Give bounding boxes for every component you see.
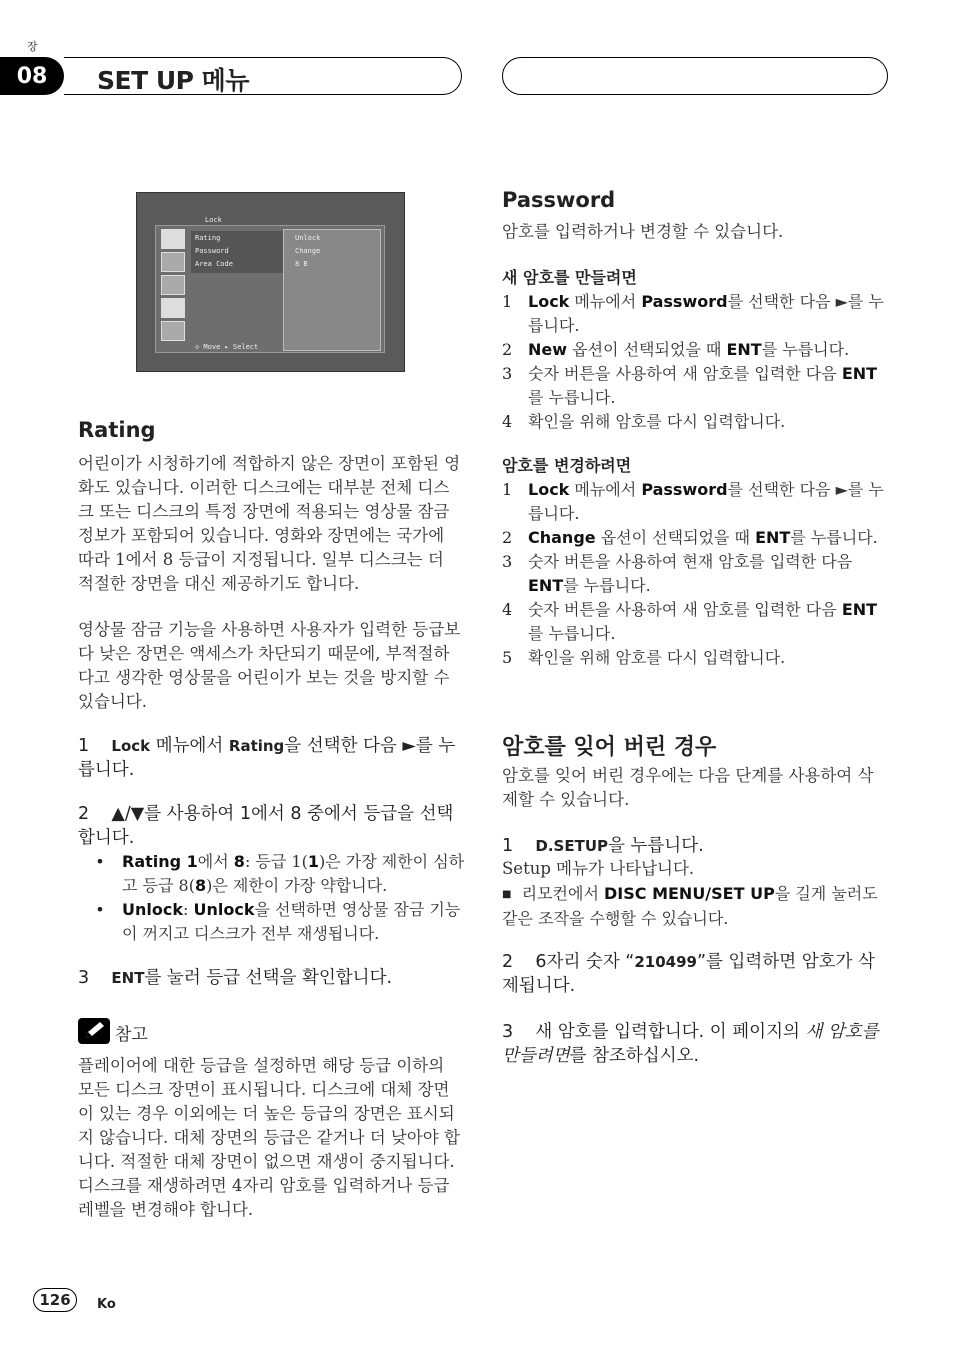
note-label: 참고 <box>115 1025 148 1045</box>
step-text <box>528 290 886 338</box>
screen-footer: ◇ Move ▸ Select <box>195 343 259 351</box>
step-text: ▲/▼를 사용하여 1에서 8 중에서 등급을 선택합니다. <box>78 804 454 848</box>
rating-bullets <box>78 850 468 946</box>
rating-para1: 어린이가 시청하기에 적합하지 않은 장면이 포함된 영화도 있습니다. 이러한 디스크에는 대부분 전체 디스크 또는 디스크의 특정 장면에 적용되는 영상물 잠금 정보가 포함되어 있습니다. 영화와 장면에는 국가에 따라 1에서 8 등급이 지정됩니다. 일부 디스크는 더 적절한 장면을 대신 제공하기도 합니다. <box>78 454 461 593</box>
step-text <box>528 550 886 598</box>
text: : <box>182 900 194 919</box>
bold-text: Password <box>641 292 728 311</box>
text: )은 가장 제한이 심하고 등급 8( <box>122 852 465 895</box>
rating-para2: 영상물 잠금 기능을 사용하면 사용자가 입력한 등급보다 낮은 장면은 액세스가 차단되기 때문에, 부적절하다고 생각한 영상물을 어린이가 보는 것을 방지할 수 있습니다. <box>78 620 461 711</box>
bold-text: Unlock <box>193 900 255 919</box>
numbered-step <box>502 550 886 598</box>
bold-text: Change <box>528 528 596 547</box>
step-number: 2 <box>502 340 513 359</box>
rating-step-2 <box>78 802 468 850</box>
step-number: 1 <box>502 836 514 856</box>
text: 를 누릅니다. <box>790 528 878 547</box>
numbered-step <box>502 646 886 670</box>
text: 를 누릅니다. <box>563 576 651 595</box>
screen-sub-unlock: Unlock <box>295 234 321 242</box>
bold-text: ENT <box>528 576 564 595</box>
bold-text: ENT <box>841 364 878 383</box>
step-text: 를 참조하십시오. <box>569 1046 700 1066</box>
step-text <box>528 526 886 550</box>
note-text: 플레이어에 대한 등급을 설정하면 해당 등급 이하의 모든 디스크 장면이 표시됩니다. 디스크에 대체 장면이 있는 경우 이외에는 더 높은 등급의 장면은 표시되지 않습니다. 대체 장면의 등급은 같거나 더 낮아야 합니다. 적절한 대체 장면이 없으면 재생이 중지됩니다. 디스크를 재생하려면 4자리 암호를 입력하거나 등급 레벨을 변경해야 합니다. <box>78 1056 460 1219</box>
screen-menu-rating: Rating <box>195 234 221 242</box>
text: 를 누릅니다. <box>761 340 850 359</box>
bold-text: ENT <box>726 340 762 359</box>
text: 를 누릅니다. <box>528 388 616 407</box>
text: 를 선택한 다음 ►를 누릅니다. <box>528 292 884 335</box>
screen-sub-change: Change <box>295 247 321 255</box>
header-right-frame <box>502 57 888 95</box>
step-text <box>528 362 886 410</box>
forgot-intro: 암호를 잊어 버린 경우에는 다음 단계를 사용하여 삭제할 수 있습니다. <box>502 766 874 809</box>
square-bullet-icon: ■ <box>502 889 512 900</box>
step-number: 4 <box>502 412 513 431</box>
numbered-step <box>502 526 886 550</box>
forgot-step1-sub: Setup 메뉴가 나타납니다. <box>502 859 695 878</box>
note-pencil-icon <box>78 1018 110 1044</box>
text: 를 누릅니다. <box>528 624 616 643</box>
italic-ref: 새 암호를 만들려면 <box>502 1022 879 1066</box>
numbered-step <box>502 362 886 410</box>
bold-lock: Lock <box>111 737 151 755</box>
screen-menu-password: Password <box>195 247 229 255</box>
step-text: 을 누릅니다. <box>608 836 704 856</box>
text: 메뉴에서 <box>569 480 642 499</box>
bullet-unlock: • Unlock: Unlock을 선택하면 영상물 잠금 기능이 꺼지고 디스크가 전부 재생됩니다. <box>95 900 461 943</box>
step-number: 5 <box>502 648 513 667</box>
text: )은 제한이 가장 약합니다. <box>206 876 388 895</box>
screen-menu-areacode: Area Code <box>195 260 233 268</box>
bold-text: Unlock <box>122 900 183 919</box>
new-password-heading: 새 암호를 만들려면 <box>502 268 637 287</box>
bold-ent: ENT <box>111 969 145 987</box>
text: 에서 <box>197 852 234 871</box>
step-number: 4 <box>502 600 513 619</box>
step-text: ”를 입력하면 암호가 삭제됩니다. <box>502 952 875 996</box>
text: : 등급 1( <box>244 852 308 871</box>
forgot-step-1 <box>502 834 888 858</box>
chapter-label: 장 <box>27 40 38 53</box>
text: 를 선택한 다음 ►를 누릅니다. <box>528 480 884 523</box>
bold-text: New <box>528 340 568 359</box>
forgot-tip <box>502 882 888 931</box>
bold-text: Lock <box>528 292 570 311</box>
screen-sub-code: 8 B <box>295 260 308 268</box>
text: 옵션이 선택되었을 때 <box>567 340 727 359</box>
step-text <box>528 598 886 646</box>
numbered-step <box>502 290 886 338</box>
rating-heading: Rating <box>78 418 156 442</box>
step-number: 1 <box>78 736 90 756</box>
bold-text: 8 <box>194 876 207 895</box>
numbered-step <box>502 338 886 362</box>
new-password-steps <box>502 290 886 434</box>
step-number: 2 <box>78 804 90 824</box>
step-text: 새 암호를 입력합니다. 이 페이지의 <box>535 1022 806 1042</box>
forgot-heading: 암호를 잊어 버린 경우 <box>502 735 717 760</box>
bold-text: Lock <box>528 480 570 499</box>
step-text <box>528 478 886 526</box>
bold-text: Password <box>641 480 728 499</box>
text: 확인을 위해 암호를 다시 입력합니다. <box>528 412 786 431</box>
step-text <box>528 410 886 434</box>
bold-dsetup: D.SETUP <box>535 837 609 855</box>
bullet-rating-range: • Rating 1에서 8: 등급 1(1)은 가장 제한이 심하고 등급 8(8)은 제한이 가장 약합니다. <box>95 852 465 895</box>
step-number: 3 <box>502 364 513 383</box>
rating-step-1 <box>78 734 468 782</box>
bold-text: 1 <box>307 852 319 871</box>
step-number: 3 <box>502 552 513 571</box>
step-number: 1 <box>502 292 513 311</box>
step-text: 을 선택한 다음 ►를 누릅니다. <box>78 736 456 780</box>
change-password-heading: 암호를 변경하려면 <box>502 456 632 475</box>
text: 메뉴에서 <box>569 292 642 311</box>
audio-icon <box>161 275 185 295</box>
others-icon <box>161 321 185 341</box>
step-text <box>528 646 886 670</box>
password-heading: Password <box>502 188 616 212</box>
step-text: 메뉴에서 <box>150 736 229 756</box>
change-password-steps <box>502 478 886 670</box>
chapter-number: 08 <box>0 57 64 95</box>
bold-text: ENT <box>841 600 878 619</box>
forgot-step-2 <box>502 950 888 998</box>
lock-icon <box>161 298 185 318</box>
text: 숫자 버튼을 사용하여 새 암호를 입력한 다음 <box>528 364 842 383</box>
screen-title: Lock <box>205 216 222 224</box>
step-number: 2 <box>502 528 513 547</box>
step-text <box>528 338 886 362</box>
text: 리모컨에서 <box>521 884 604 903</box>
text: 옵션이 선택되었을 때 <box>595 528 756 547</box>
language-code: Ko <box>97 1297 116 1312</box>
text: 숫자 버튼을 사용하여 현재 암호를 입력한 다음 <box>528 552 853 571</box>
bold-rating: Rating <box>228 737 285 755</box>
password-intro: 암호를 입력하거나 변경할 수 있습니다. <box>502 222 784 241</box>
step-number: 2 <box>502 952 514 972</box>
text: 숫자 버튼을 사용하여 새 암호를 입력한 다음 <box>528 600 842 619</box>
step-number: 3 <box>78 968 90 988</box>
bold-text: DISC MENU/SET UP <box>604 884 775 903</box>
bold-text: Rating 1 <box>122 852 198 871</box>
text: 확인을 위해 암호를 다시 입력합니다. <box>528 648 786 667</box>
page-number: 126 <box>33 1288 77 1312</box>
step-number: 3 <box>502 1022 514 1042</box>
numbered-step <box>502 478 886 526</box>
bold-code: 210499 <box>634 953 697 971</box>
step-text: 6자리 숫자 “ <box>535 952 635 972</box>
language-icon <box>161 229 185 249</box>
forgot-step-3 <box>502 1020 888 1068</box>
step-text: 를 눌러 등급 선택을 확인합니다. <box>144 968 393 988</box>
step-number: 1 <box>502 480 513 499</box>
page-title: SET UP 메뉴 <box>97 66 249 95</box>
rating-step-3 <box>78 966 468 990</box>
lock-menu-screenshot <box>136 192 405 372</box>
display-icon <box>161 252 185 272</box>
numbered-step <box>502 598 886 646</box>
bold-text: ENT <box>755 528 791 547</box>
numbered-step <box>502 410 886 434</box>
bold-text: 8 <box>233 852 245 871</box>
text: 을 길게 눌러도 같은 조작을 수행할 수 있습니다. <box>502 884 878 928</box>
text: 을 선택하면 영상물 잠금 기능이 꺼지고 디스크가 전부 재생됩니다. <box>122 900 461 943</box>
